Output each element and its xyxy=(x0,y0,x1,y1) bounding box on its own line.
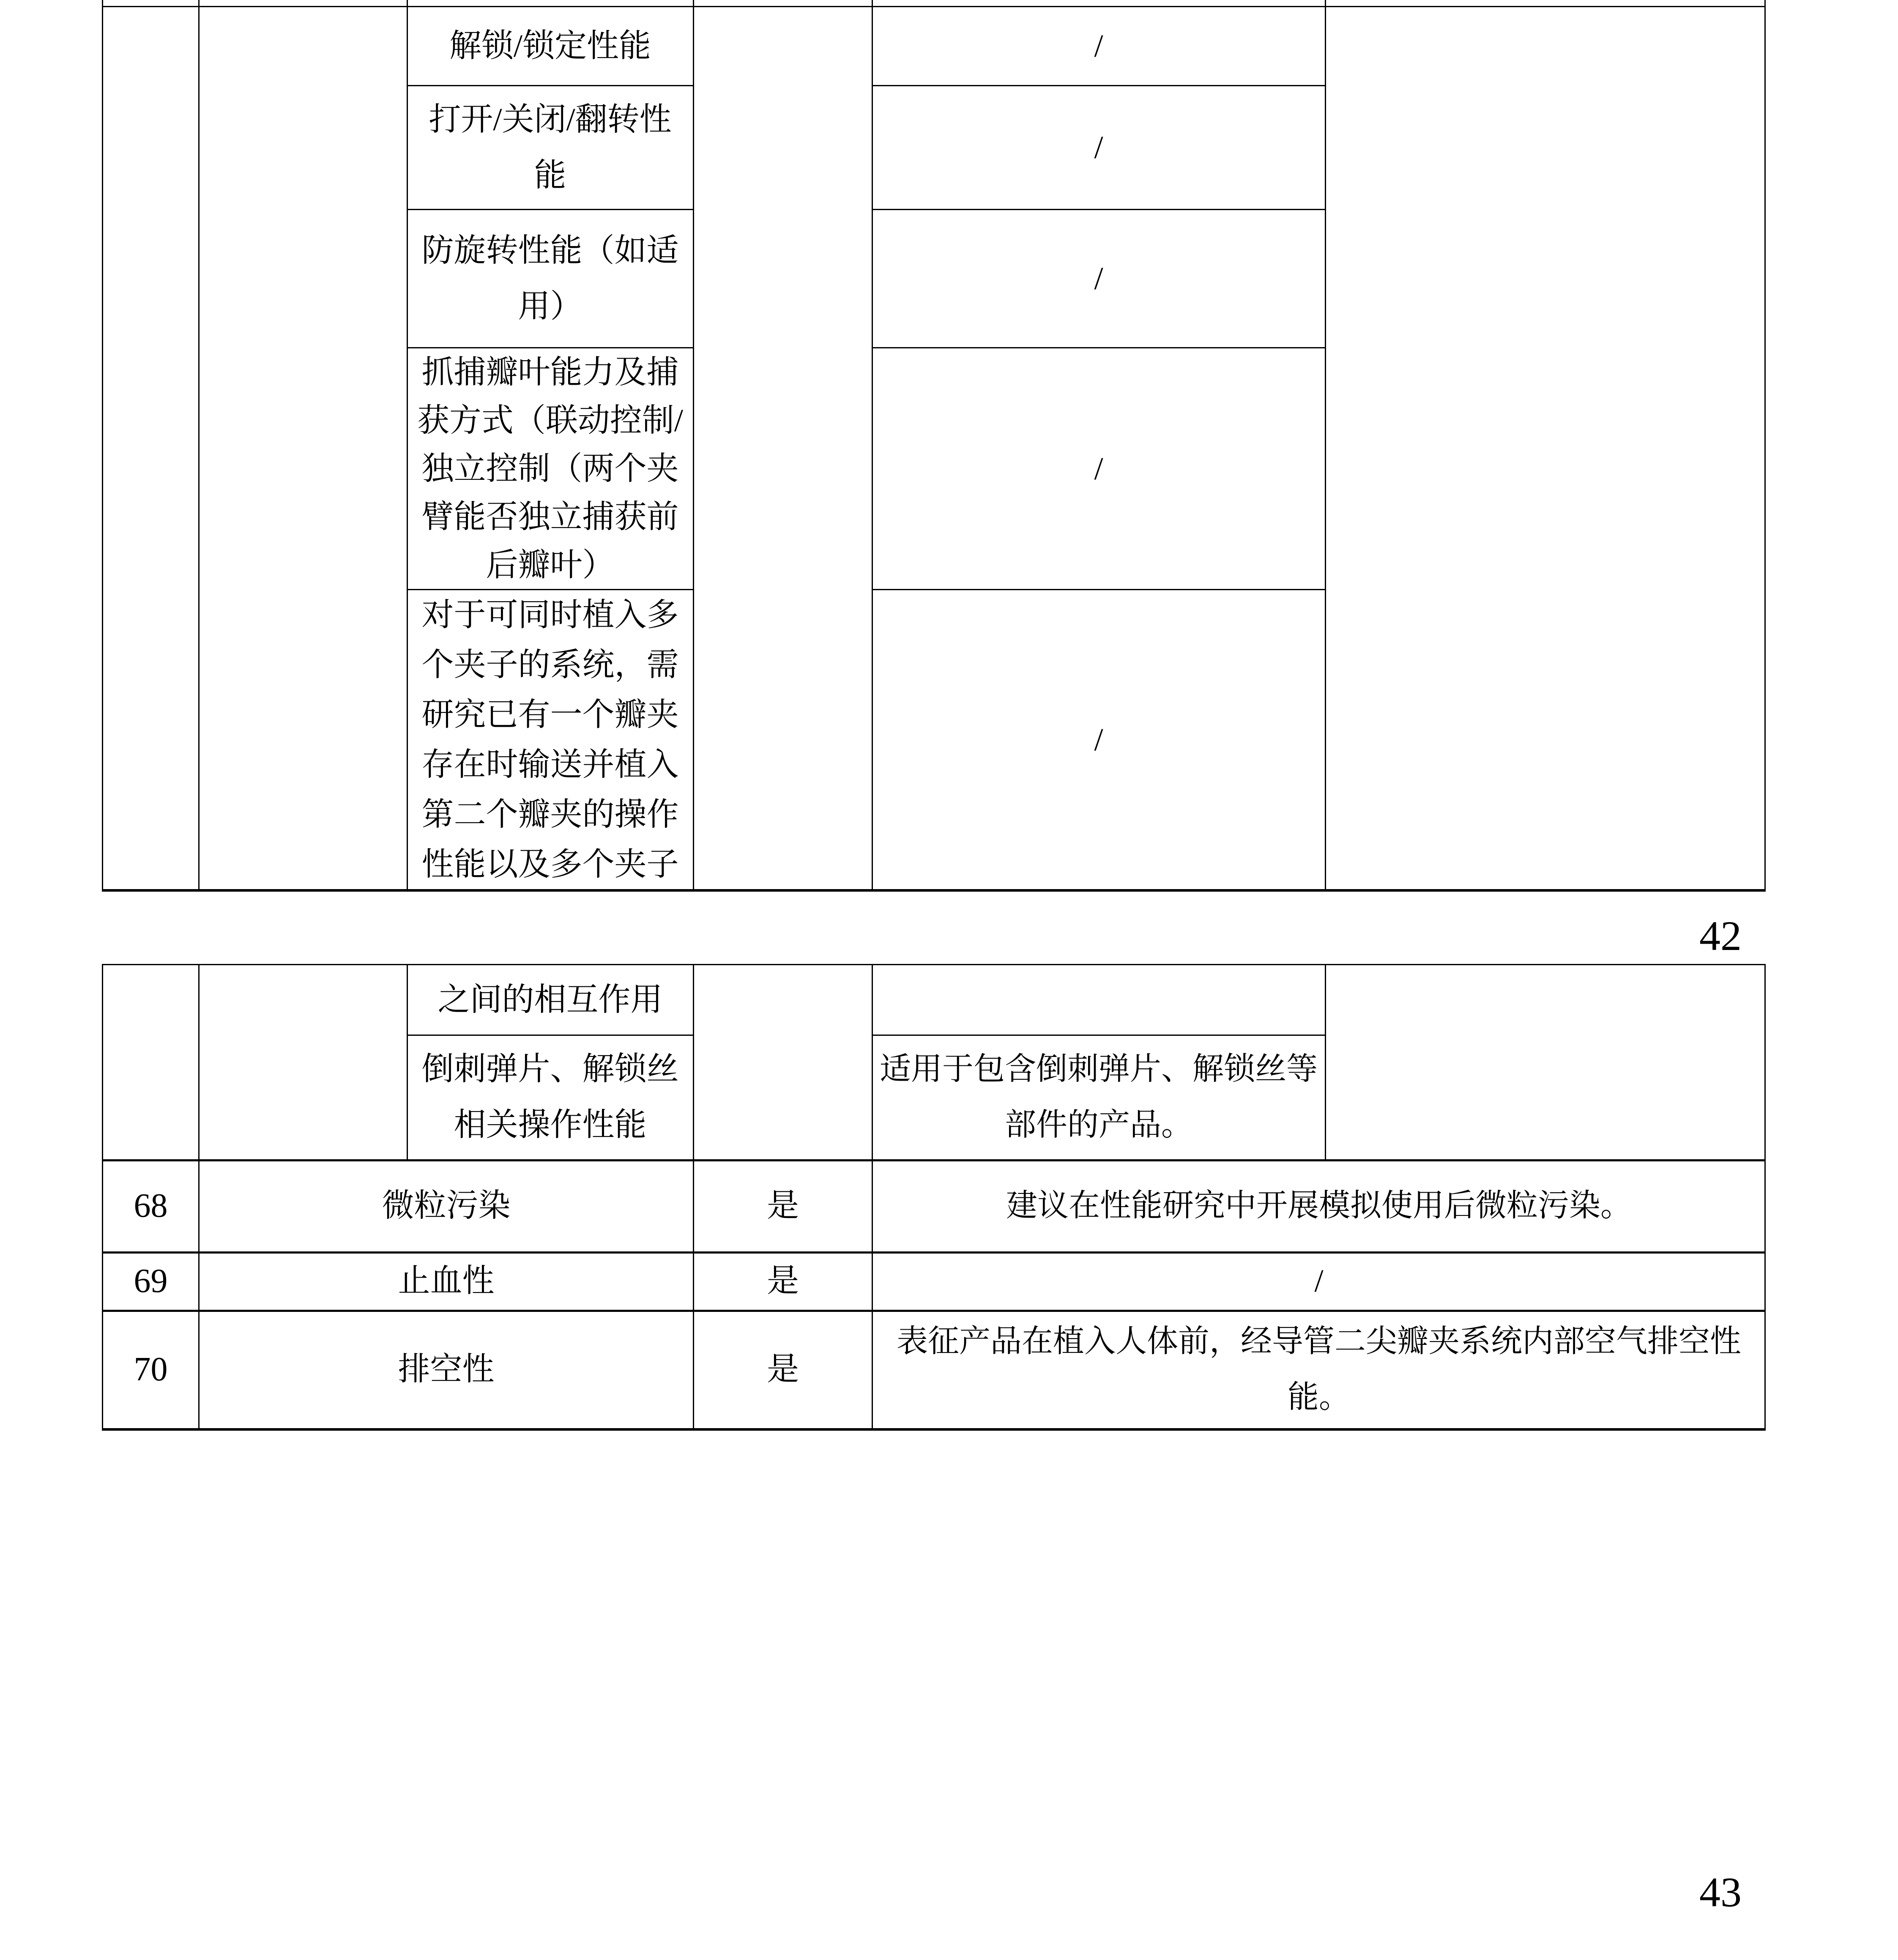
table2-row68-number xyxy=(103,1161,198,1251)
item-text-line: 性能以及多个夹子 xyxy=(421,846,679,882)
page-number-43: 43 xyxy=(1699,1868,1742,1916)
table2-row70-applicable xyxy=(694,1311,872,1427)
item-text-line: 臂能否独立捕获前 xyxy=(421,499,679,535)
table1-item-name-unlock xyxy=(408,7,692,85)
result-slash: / xyxy=(1094,451,1103,487)
table2-row69-name xyxy=(200,1253,693,1309)
table1-result-cell xyxy=(873,86,1324,209)
note-text-line: 适用于包含倒刺弹片、解锁丝等 xyxy=(880,1052,1318,1087)
table1-vertical-rule-col4 xyxy=(872,0,873,890)
applicable-flag: 是 xyxy=(767,1188,799,1224)
item-name: 微粒污染 xyxy=(382,1188,511,1224)
item-name: 止血性 xyxy=(398,1263,495,1299)
table2-bottom-border xyxy=(102,1428,1766,1431)
item-text-line: 存在时输送并植入 xyxy=(421,747,679,783)
table1-result-cell xyxy=(873,210,1324,347)
item-text-line: 打开/关闭/翻转性 xyxy=(429,102,672,137)
row-number: 69 xyxy=(134,1262,168,1300)
item-text-line: 研究已有一个瓣夹 xyxy=(421,697,679,733)
item-text-line: 解锁/锁定性能 xyxy=(449,28,651,64)
table1-result-cell xyxy=(873,590,1324,889)
item-text-line: 后瓣叶） xyxy=(486,547,615,583)
item-text-line: 个夹子的系统，需 xyxy=(421,647,679,683)
table1-vertical-rule-col5 xyxy=(1325,0,1326,890)
result-slash: / xyxy=(1094,28,1103,64)
table2-row70-number xyxy=(103,1311,198,1427)
table2-top-border xyxy=(102,964,1766,965)
item-name: 排空性 xyxy=(398,1351,495,1387)
item-text-line: 独立控制（两个夹 xyxy=(421,451,679,487)
description-line: 表征产品在植入人体前，经导管二尖瓣夹系统内部空气排空性 xyxy=(897,1324,1741,1359)
item-text-line: 防旋转性能（如适 xyxy=(421,233,679,268)
table2-note-barb-release-wire xyxy=(873,1036,1324,1158)
table1-item-name-multiple-clips xyxy=(408,590,692,889)
applicable-flag: 是 xyxy=(767,1351,799,1387)
table1-item-name-anti-rotation xyxy=(408,210,692,347)
description-line: / xyxy=(1314,1263,1324,1299)
table2-row68-description xyxy=(873,1161,1764,1251)
table2-continuation-text xyxy=(408,965,692,1035)
table2-vertical-rule-col5 xyxy=(1325,964,1326,1160)
table2-row70-name xyxy=(200,1311,693,1427)
item-text-line: 抓捕瓣叶能力及捕 xyxy=(421,354,679,390)
description-line: 建议在性能研究中开展模拟使用后微粒污染。 xyxy=(1006,1188,1632,1223)
table2-row68-name xyxy=(200,1161,693,1251)
item-text-line: 用） xyxy=(518,289,583,324)
note-text-line: 部件的产品。 xyxy=(1005,1108,1192,1142)
table1-bottom-border xyxy=(102,889,1766,892)
row-number: 68 xyxy=(134,1187,168,1224)
table1-item-name-leaflet-capture xyxy=(408,348,692,589)
table2-row69-description xyxy=(873,1253,1764,1309)
result-slash: / xyxy=(1094,261,1103,296)
table2-row69-applicable xyxy=(694,1253,872,1309)
item-text-line: 倒刺弹片、解锁丝 xyxy=(421,1051,679,1087)
row-number: 70 xyxy=(134,1350,168,1388)
table2-row69-number xyxy=(103,1253,198,1309)
item-text-line: 获方式（联动控制/ xyxy=(417,402,684,438)
item-text-line: 之间的相互作用 xyxy=(438,982,663,1018)
table2-row68-applicable xyxy=(694,1161,872,1251)
table1-vertical-rule-col1 xyxy=(198,0,200,890)
item-text-line: 相关操作性能 xyxy=(454,1107,647,1143)
table1-result-cell xyxy=(873,7,1324,85)
applicable-flag: 是 xyxy=(767,1263,799,1299)
item-text-line: 第二个瓣夹的操作 xyxy=(421,797,679,832)
table1-result-cell xyxy=(873,348,1324,589)
description-line: 能。 xyxy=(1288,1380,1350,1415)
item-text-line: 能 xyxy=(534,158,566,193)
table1-vertical-rule-col6 xyxy=(1764,0,1766,890)
item-text-line: 对于可同时植入多 xyxy=(421,597,679,633)
table2-row70-description xyxy=(873,1311,1764,1427)
page-number-42: 42 xyxy=(1699,912,1742,959)
result-slash: / xyxy=(1094,722,1103,758)
table1-vertical-rule-col3 xyxy=(693,0,694,890)
table1-item-name-open-close-invert xyxy=(408,86,692,209)
table1-vertical-rule-col0 xyxy=(102,0,103,890)
result-slash: / xyxy=(1094,130,1103,165)
table2-vertical-rule-col2 xyxy=(407,964,408,1160)
table2-vertical-rule-col4 xyxy=(872,964,873,1431)
table2-item-name-barb-release-wire xyxy=(408,1036,692,1158)
table1-vertical-rule-col2 xyxy=(407,0,408,890)
table2-vertical-rule-col6 xyxy=(1764,964,1766,1431)
